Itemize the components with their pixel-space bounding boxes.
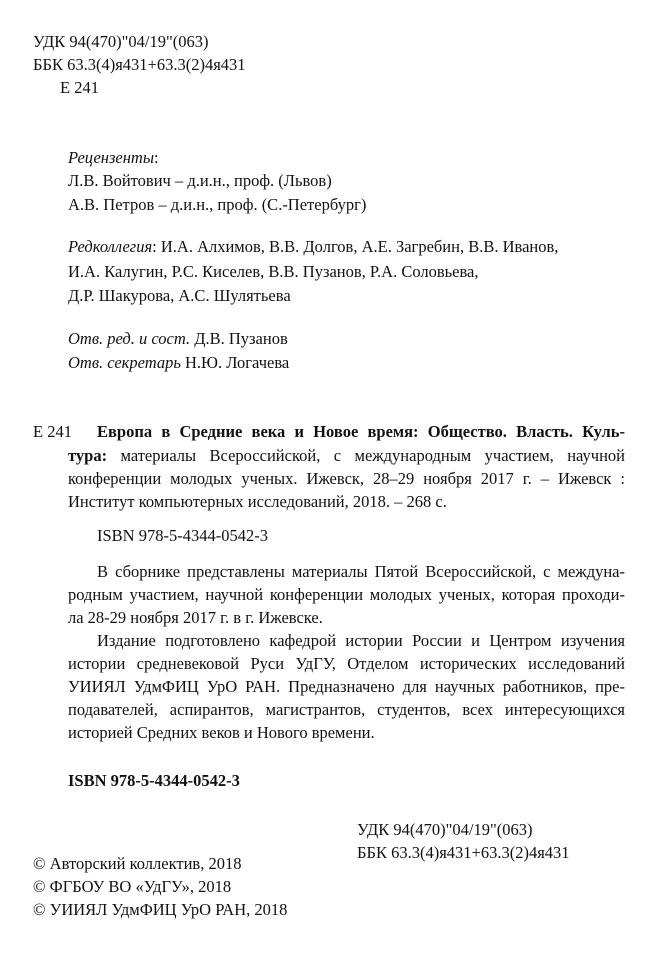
annotation-p2-line-5: историей Средних веков и Нового времени. [68, 723, 375, 742]
reviewer-2: А.В. Петров – д.и.н., проф. (С.-Петербург) [68, 195, 367, 214]
annotation-p1-line-1: В сборнике представлены материалы Пятой Всероссийской, с междуна- [97, 562, 625, 581]
copyright-udgu: © ФГБОУ ВО «УдГУ», 2018 [33, 877, 232, 896]
reviewer-1: Л.В. Войтович – д.и.н., проф. (Львов) [68, 171, 332, 190]
bib-title-line-1 [97, 421, 625, 443]
footer-bbk-code: ББК 63.3(4)я431+63.3(2)4я431 [357, 843, 570, 862]
board-line-2: И.А. Калугин, Р.С. Киселев, В.В. Пузанов, Р.А. Соловьева, [68, 262, 479, 281]
board-line-3: Д.Р. Шакурова, А.С. Шулятьева [68, 286, 291, 305]
copyright-uiiyal: © УИИЯЛ УдмФИЦ УрО РАН, 2018 [33, 900, 288, 919]
annotation-p2-line-2: истории средневековой Руси УдГУ, Отделом исторических исследований [68, 654, 625, 673]
footer-udk-code: УДК 94(470)"04/19"(063) [357, 820, 533, 839]
udk-code: УДК 94(470)"04/19"(063) [33, 32, 209, 51]
bib-line-2 [68, 445, 625, 467]
reviewers-label: Рецензенты [68, 148, 155, 167]
bib-subtitle: материалы Всероссийской, с международным участием, научной [107, 446, 625, 465]
board-line-1 [68, 236, 558, 258]
annotation-p1-line-3: ла 28-29 ноября 2017 г. в г. Ижевске. [68, 608, 323, 627]
bib-title-1: Европа в Средние века и Новое время: Общество. Власть. Куль- [97, 422, 625, 441]
secretary-label: Отв. секретарь [68, 353, 181, 372]
responsible-editor [68, 328, 288, 350]
reviewers-heading [68, 147, 159, 169]
secretary-name: Н.Ю. Логачева [180, 353, 290, 372]
annotation-p2-line-4: подавателей, аспирантов, магистрантов, студентов, всех интересующихся [68, 700, 625, 719]
bib-isbn: ISBN 978-5-4344-0542-3 [97, 526, 268, 545]
annotation-p2-line-3: УИИЯЛ УдмФИЦ УрО РАН. Предназначено для научных работников, пре- [68, 677, 625, 696]
reviewers-colon: : [154, 148, 159, 167]
board-label: Редколлегия [68, 237, 153, 256]
annotation-p2-line-1: Издание подготовлено кафедрой истории России и Центром изучения [97, 631, 625, 650]
bib-line-4: Институт компьютерных исследований, 2018. – 268 с. [68, 492, 447, 511]
copyright-authors: © Авторский коллектив, 2018 [33, 854, 242, 873]
bib-line-3: конференции молодых ученых. Ижевск, 28–29 ноября 2017 г. – Ижевск : [68, 469, 625, 488]
editor-label: Отв. ред. и сост. [68, 329, 191, 348]
author-sign: Е 241 [60, 78, 99, 97]
footer-isbn: ISBN 978-5-4344-0542-3 [68, 771, 240, 790]
board-members-1: : И.А. Алхимов, В.В. Долгов, А.Е. Загребин, В.В. Иванов, [152, 237, 559, 256]
annotation-p1-line-2: родным участием, научной конференции молодых ученых, которая проходи- [68, 585, 625, 604]
responsible-secretary [68, 352, 289, 374]
editor-name: Д.В. Пузанов [190, 329, 288, 348]
bbk-code: ББК 63.3(4)я431+63.3(2)4я431 [33, 55, 246, 74]
bib-title-2: тура: [68, 446, 108, 465]
bib-code: Е 241 [33, 422, 72, 441]
